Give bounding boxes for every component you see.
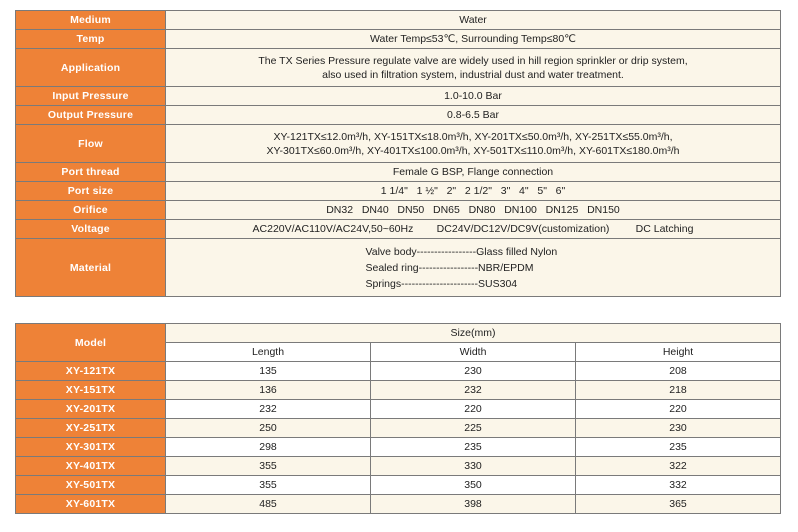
size-header: Size(mm) <box>166 324 781 343</box>
model-cell: XY-121TX <box>16 362 166 381</box>
spec-value <box>166 49 781 87</box>
table-row <box>16 381 781 400</box>
spec-value <box>166 239 781 297</box>
spec-value: AC220V/AC110V/AC24V,50~60Hz DC24V/DC12V/DC9V(customization) DC Latching <box>166 220 781 239</box>
spec-row-port-thread <box>16 163 781 182</box>
table-row <box>16 362 781 381</box>
width-cell: 225 <box>371 419 576 438</box>
width-cell: 398 <box>371 495 576 514</box>
width-cell: 232 <box>371 381 576 400</box>
length-cell: 135 <box>166 362 371 381</box>
application-line: also used in filtration system, industrial dust and water treatment. <box>322 68 624 81</box>
height-cell: 218 <box>576 381 781 400</box>
length-cell: 355 <box>166 476 371 495</box>
material-line: Valve body-----------------Glass filled Nylon <box>365 245 558 258</box>
spec-row-output-pressure <box>16 106 781 125</box>
height-cell: 230 <box>576 419 781 438</box>
length-cell: 355 <box>166 457 371 476</box>
spec-label: Material <box>16 239 166 297</box>
length-cell: 232 <box>166 400 371 419</box>
height-cell: 332 <box>576 476 781 495</box>
model-cell: XY-501TX <box>16 476 166 495</box>
column-header-length: Length <box>166 343 371 362</box>
length-cell: 485 <box>166 495 371 514</box>
spec-label: Orifice <box>16 201 166 220</box>
spec-label: Temp <box>16 30 166 49</box>
width-cell: 230 <box>371 362 576 381</box>
flow-line: XY-301TX≤60.0m³/h, XY-401TX≤100.0m³/h, XY-501TX≤110.0m³/h, XY-601TX≤180.0m³/h <box>266 144 680 157</box>
model-cell: XY-151TX <box>16 381 166 400</box>
spec-label: Flow <box>16 125 166 163</box>
spec-label: Port size <box>16 182 166 201</box>
table-row <box>16 400 781 419</box>
model-cell: XY-251TX <box>16 419 166 438</box>
spec-row-flow <box>16 125 781 163</box>
dims-header-row <box>16 324 781 343</box>
height-cell: 365 <box>576 495 781 514</box>
spec-value: Water <box>166 11 781 30</box>
spec-row-orifice <box>16 201 781 220</box>
model-header: Model <box>16 324 166 362</box>
spec-table <box>15 10 781 297</box>
flow-line: XY-121TX≤12.0m³/h, XY-151TX≤18.0m³/h, XY-201TX≤50.0m³/h, XY-251TX≤55.0m³/h, <box>273 130 673 143</box>
spec-row-port-size <box>16 182 781 201</box>
width-cell: 235 <box>371 438 576 457</box>
column-header-width: Width <box>371 343 576 362</box>
height-cell: 322 <box>576 457 781 476</box>
width-cell: 330 <box>371 457 576 476</box>
spec-value: Female G BSP, Flange connection <box>166 163 781 182</box>
height-cell: 220 <box>576 400 781 419</box>
model-cell: XY-601TX <box>16 495 166 514</box>
height-cell: 235 <box>576 438 781 457</box>
spec-value: 1 1/4" 1 ½" 2" 2 1/2" 3" 4" 5" 6" <box>166 182 781 201</box>
table-row <box>16 495 781 514</box>
spec-label: Port thread <box>16 163 166 182</box>
spec-row-voltage <box>16 220 781 239</box>
material-line: Springs----------------------SUS304 <box>365 277 518 290</box>
length-cell: 250 <box>166 419 371 438</box>
column-header-height: Height <box>576 343 781 362</box>
spec-row-application <box>16 49 781 87</box>
table-row <box>16 419 781 438</box>
model-cell: XY-301TX <box>16 438 166 457</box>
spec-row-temp <box>16 30 781 49</box>
model-cell: XY-201TX <box>16 400 166 419</box>
spec-label: Medium <box>16 11 166 30</box>
width-cell: 350 <box>371 476 576 495</box>
spec-row-medium <box>16 11 781 30</box>
length-cell: 136 <box>166 381 371 400</box>
height-cell: 208 <box>576 362 781 381</box>
spec-value: DN32 DN40 DN50 DN65 DN80 DN100 DN125 DN150 <box>166 201 781 220</box>
material-line: Sealed ring-----------------NBR/EPDM <box>365 261 534 274</box>
spec-value: 1.0-10.0 Bar <box>166 87 781 106</box>
length-cell: 298 <box>166 438 371 457</box>
spec-row-input-pressure <box>16 87 781 106</box>
application-line: The TX Series Pressure regulate valve are widely used in hill region sprinkler or drip system, <box>258 54 688 67</box>
dimensions-table <box>15 323 781 514</box>
spec-value: 0.8-6.5 Bar <box>166 106 781 125</box>
spec-label: Output Pressure <box>16 106 166 125</box>
spec-value: Water Temp≤53℃, Surrounding Temp≤80℃ <box>166 30 781 49</box>
model-cell: XY-401TX <box>16 457 166 476</box>
table-row <box>16 438 781 457</box>
spec-label: Input Pressure <box>16 87 166 106</box>
table-row <box>16 457 781 476</box>
spec-label: Application <box>16 49 166 87</box>
width-cell: 220 <box>371 400 576 419</box>
spec-row-material <box>16 239 781 297</box>
spec-label: Voltage <box>16 220 166 239</box>
spec-value <box>166 125 781 163</box>
table-row <box>16 476 781 495</box>
